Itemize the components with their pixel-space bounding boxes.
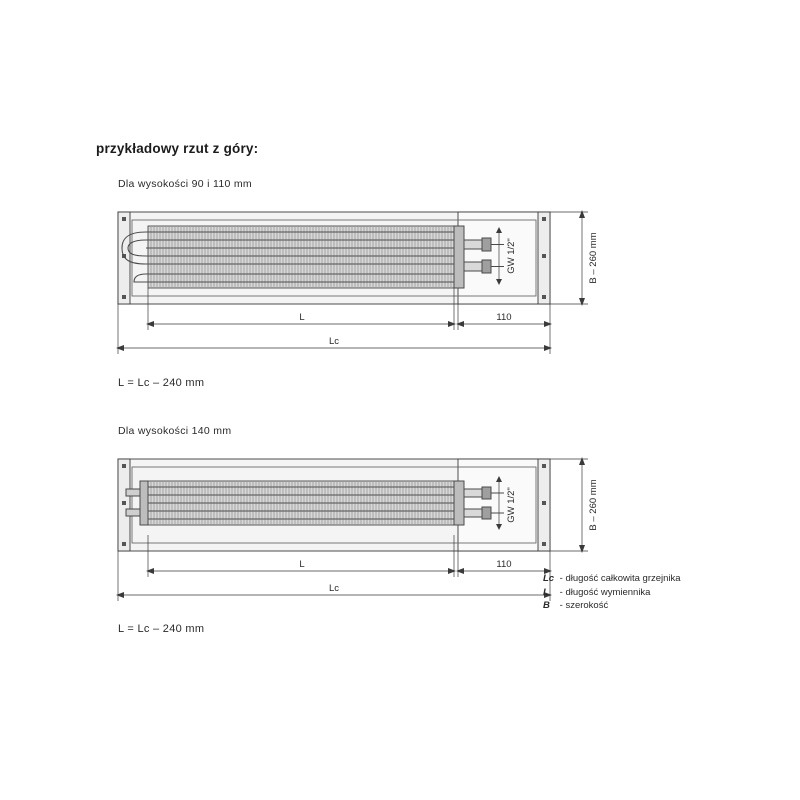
legend-symbol: B xyxy=(543,600,550,611)
legend-item xyxy=(543,586,681,600)
diagram-1-drawing xyxy=(96,196,656,376)
page-title: przykładowy rzut z góry: xyxy=(96,141,259,156)
legend-item xyxy=(543,572,681,586)
legend-symbol: L xyxy=(543,586,549,598)
legend-dash: - xyxy=(559,586,563,598)
legend-symbol: Lc xyxy=(543,573,555,584)
diagram-1-caption: Dla wysokości 90 i 110 mm xyxy=(118,178,252,190)
diagram-2-label-Lc: Lc xyxy=(328,583,340,594)
diagram-1-label-Lc: Lc xyxy=(328,336,340,347)
legend-text: długość całkowita grzejnika xyxy=(565,573,681,584)
legend-text: długość wymiennika xyxy=(565,586,651,598)
diagram-1-label-110: 110 xyxy=(496,312,512,323)
diagram-2-label-L: L xyxy=(299,559,305,570)
diagram-2-label-110: 110 xyxy=(496,559,512,570)
diagram-1-label-L: L xyxy=(299,312,305,323)
diagram-2-formula: L = Lc – 240 mm xyxy=(118,623,205,635)
legend-dash: - xyxy=(559,600,563,611)
diagram-1-formula: L = Lc – 240 mm xyxy=(118,377,205,389)
legend xyxy=(543,572,681,613)
diagram-1-label-connection: GW 1/2" xyxy=(506,238,517,274)
diagram-1-label-B: B – 260 mm xyxy=(588,232,599,284)
diagram-2-label-B: B – 260 mm xyxy=(588,479,599,531)
legend-item xyxy=(543,599,681,613)
diagram-2-label-connection: GW 1/2" xyxy=(506,487,517,523)
legend-dash: - xyxy=(559,573,563,584)
diagram-2-caption: Dla wysokości 140 mm xyxy=(118,425,232,437)
legend-text: szerokość xyxy=(565,600,609,611)
